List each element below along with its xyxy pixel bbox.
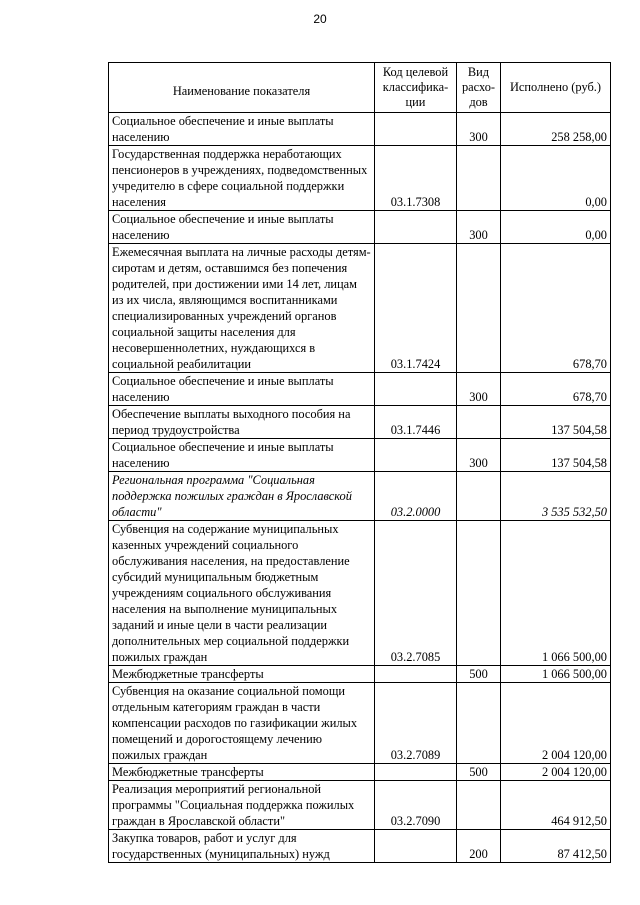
row-name: Региональная программа "Социальная поддержка пожилых граждан в Ярославской области" xyxy=(109,472,375,521)
row-code: 03.1.7308 xyxy=(375,146,457,211)
row-code xyxy=(375,113,457,146)
row-kind: 300 xyxy=(457,439,501,472)
row-amount: 3 535 532,50 xyxy=(501,472,611,521)
row-code xyxy=(375,373,457,406)
table-row xyxy=(109,666,611,683)
row-kind xyxy=(457,683,501,764)
table-row xyxy=(109,113,611,146)
row-amount: 137 504,58 xyxy=(501,406,611,439)
row-amount: 678,70 xyxy=(501,244,611,373)
row-code: 03.1.7446 xyxy=(375,406,457,439)
table-row xyxy=(109,146,611,211)
row-kind: 500 xyxy=(457,666,501,683)
row-code xyxy=(375,439,457,472)
table-row xyxy=(109,830,611,863)
report-table xyxy=(108,62,611,863)
row-code xyxy=(375,211,457,244)
header-code: Код целевой классифика-ции xyxy=(375,63,457,113)
table-row xyxy=(109,244,611,373)
row-code xyxy=(375,830,457,863)
row-amount: 137 504,58 xyxy=(501,439,611,472)
table-row xyxy=(109,406,611,439)
row-name: Закупка товаров, работ и услуг для государственных (муниципальных) нужд xyxy=(109,830,375,863)
table-row xyxy=(109,472,611,521)
row-kind xyxy=(457,146,501,211)
row-amount: 0,00 xyxy=(501,211,611,244)
row-name: Межбюджетные трансферты xyxy=(109,666,375,683)
row-name: Социальное обеспечение и иные выплаты населению xyxy=(109,211,375,244)
header-amount: Исполнено (руб.) xyxy=(501,63,611,113)
row-amount: 2 004 120,00 xyxy=(501,683,611,764)
row-kind xyxy=(457,406,501,439)
row-code: 03.2.7089 xyxy=(375,683,457,764)
table-header xyxy=(109,63,611,113)
row-kind: 300 xyxy=(457,113,501,146)
row-amount: 0,00 xyxy=(501,146,611,211)
row-amount: 258 258,00 xyxy=(501,113,611,146)
row-name: Социальное обеспечение и иные выплаты населению xyxy=(109,439,375,472)
row-kind xyxy=(457,472,501,521)
table-row xyxy=(109,439,611,472)
row-name: Межбюджетные трансферты xyxy=(109,764,375,781)
table-row xyxy=(109,781,611,830)
row-name: Ежемесячная выплата на личные расходы детям-сиротам и детям, оставшимся без попечения родителей, при достижении ими 14 лет, лицам из их числа, являющимся воспитанниками специализированных учреждений органов социальной защиты населения для несовершеннолетних, нуждающихся в социальной реабилитации xyxy=(109,244,375,373)
row-amount: 1 066 500,00 xyxy=(501,666,611,683)
row-code: 03.2.7085 xyxy=(375,521,457,666)
table-row xyxy=(109,764,611,781)
row-kind: 300 xyxy=(457,373,501,406)
row-name: Субвенция на оказание социальной помощи отдельным категориям граждан в части компенсации расходов по газификации жилых помещений и дорогостоящему лечению пожилых граждан xyxy=(109,683,375,764)
row-amount: 2 004 120,00 xyxy=(501,764,611,781)
table-row xyxy=(109,683,611,764)
row-code: 03.2.0000 xyxy=(375,472,457,521)
row-name: Социальное обеспечение и иные выплаты населению xyxy=(109,373,375,406)
table-row xyxy=(109,211,611,244)
row-kind: 200 xyxy=(457,830,501,863)
row-name: Социальное обеспечение и иные выплаты населению xyxy=(109,113,375,146)
row-amount: 464 912,50 xyxy=(501,781,611,830)
row-amount: 1 066 500,00 xyxy=(501,521,611,666)
row-name: Обеспечение выплаты выходного пособия на период трудоустройства xyxy=(109,406,375,439)
row-code xyxy=(375,666,457,683)
row-code: 03.1.7424 xyxy=(375,244,457,373)
row-kind: 300 xyxy=(457,211,501,244)
row-kind xyxy=(457,521,501,666)
row-code: 03.2.7090 xyxy=(375,781,457,830)
header-name: Наименование показателя xyxy=(109,63,375,113)
table-row xyxy=(109,373,611,406)
page-number: 20 xyxy=(313,12,327,26)
row-kind xyxy=(457,244,501,373)
row-amount: 87 412,50 xyxy=(501,830,611,863)
table-body xyxy=(109,113,611,863)
header-kind: Вид расхо-дов xyxy=(457,63,501,113)
row-kind xyxy=(457,781,501,830)
row-kind: 500 xyxy=(457,764,501,781)
row-code xyxy=(375,764,457,781)
table-row xyxy=(109,521,611,666)
row-name: Государственная поддержка неработающих пенсионеров в учреждениях, подведомственных учредителю в сфере социальной поддержки населения xyxy=(109,146,375,211)
row-name: Реализация мероприятий региональной программы "Социальная поддержка пожилых граждан в Ярославской области" xyxy=(109,781,375,830)
row-amount: 678,70 xyxy=(501,373,611,406)
row-name: Субвенция на содержание муниципальных казенных учреждений социального обслуживания населения, на предоставление субсидий муниципальным бюджетным учреждениям социального обслуживания населения на выполнение муниципальных заданий и иные цели в части реализации дополнительных мер социальной поддержки пожилых граждан xyxy=(109,521,375,666)
